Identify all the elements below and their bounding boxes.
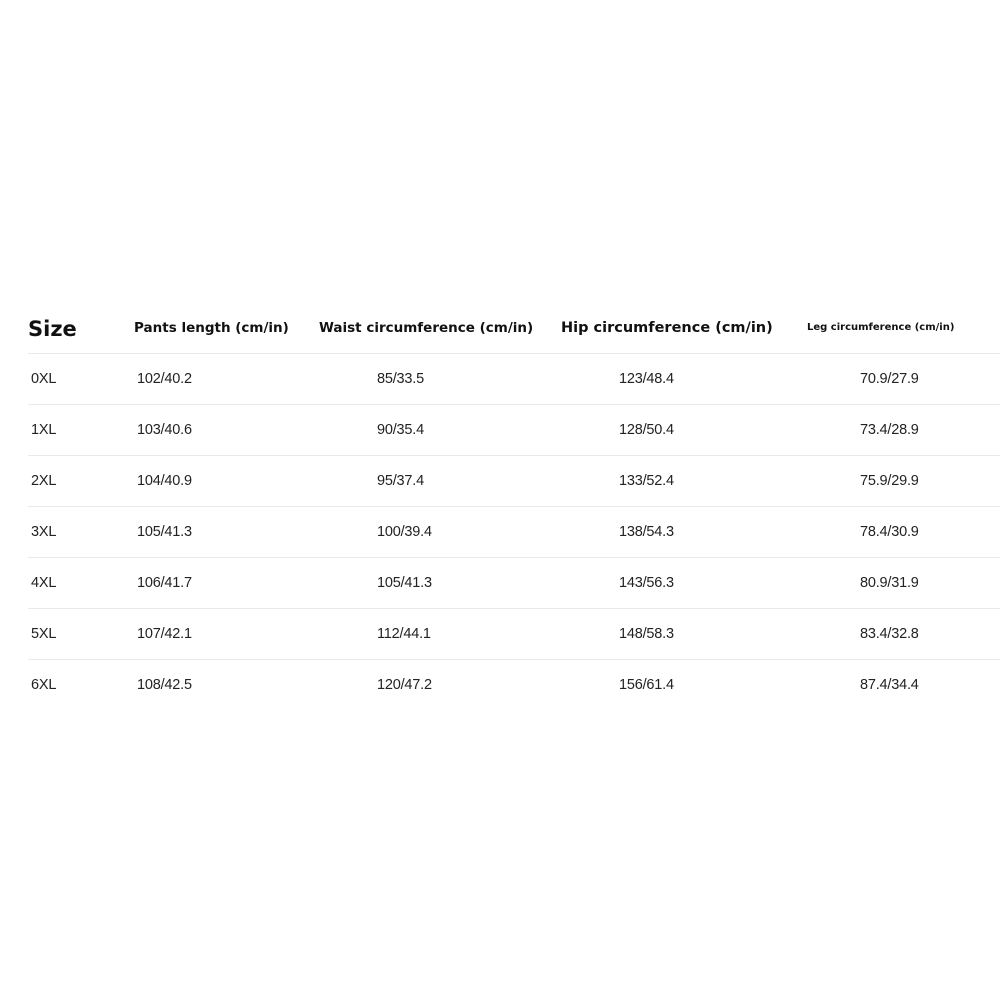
cell-leg-circumference: 83.4/32.8: [860, 626, 919, 642]
header-hip-circumference: Hip circumference (cm/in): [561, 320, 773, 336]
cell-size: 6XL: [31, 677, 57, 693]
cell-leg-circumference: 70.9/27.9: [860, 371, 919, 387]
cell-waist-circumference: 90/35.4: [377, 422, 424, 438]
cell-leg-circumference: 80.9/31.9: [860, 575, 919, 591]
cell-hip-circumference: 148/58.3: [619, 626, 674, 642]
cell-pants-length: 105/41.3: [137, 524, 192, 540]
cell-hip-circumference: 128/50.4: [619, 422, 674, 438]
table-header-row: [28, 303, 1000, 354]
table-row: [28, 405, 1000, 456]
cell-pants-length: 108/42.5: [137, 677, 192, 693]
cell-waist-circumference: 95/37.4: [377, 473, 424, 489]
cell-hip-circumference: 133/52.4: [619, 473, 674, 489]
cell-size: 5XL: [31, 626, 57, 642]
header-pants-length: Pants length (cm/in): [134, 320, 289, 336]
cell-pants-length: 102/40.2: [137, 371, 192, 387]
cell-hip-circumference: 156/61.4: [619, 677, 674, 693]
cell-size: 3XL: [31, 524, 57, 540]
table-row: [28, 660, 1000, 710]
cell-pants-length: 106/41.7: [137, 575, 192, 591]
header-waist-circumference: Waist circumference (cm/in): [319, 320, 534, 336]
cell-waist-circumference: 85/33.5: [377, 371, 424, 387]
cell-waist-circumference: 112/44.1: [377, 626, 431, 642]
cell-waist-circumference: 105/41.3: [377, 575, 432, 591]
cell-size: 2XL: [31, 473, 57, 489]
header-leg-circumference: Leg circumference (cm/in): [807, 322, 955, 333]
cell-size: 1XL: [31, 422, 57, 438]
cell-hip-circumference: 123/48.4: [619, 371, 674, 387]
cell-pants-length: 107/42.1: [137, 626, 192, 642]
cell-hip-circumference: 143/56.3: [619, 575, 674, 591]
header-size: Size: [28, 317, 77, 341]
cell-hip-circumference: 138/54.3: [619, 524, 674, 540]
table-row: [28, 609, 1000, 660]
cell-waist-circumference: 100/39.4: [377, 524, 432, 540]
cell-pants-length: 104/40.9: [137, 473, 192, 489]
cell-pants-length: 103/40.6: [137, 422, 192, 438]
cell-size: 4XL: [31, 575, 57, 591]
table-row: [28, 456, 1000, 507]
table-row: [28, 354, 1000, 405]
cell-leg-circumference: 75.9/29.9: [860, 473, 919, 489]
cell-leg-circumference: 87.4/34.4: [860, 677, 919, 693]
size-chart-table: [28, 303, 1000, 710]
table-row: [28, 507, 1000, 558]
cell-waist-circumference: 120/47.2: [377, 677, 432, 693]
table-row: [28, 558, 1000, 609]
cell-leg-circumference: 73.4/28.9: [860, 422, 919, 438]
cell-leg-circumference: 78.4/30.9: [860, 524, 919, 540]
cell-size: 0XL: [31, 371, 57, 387]
